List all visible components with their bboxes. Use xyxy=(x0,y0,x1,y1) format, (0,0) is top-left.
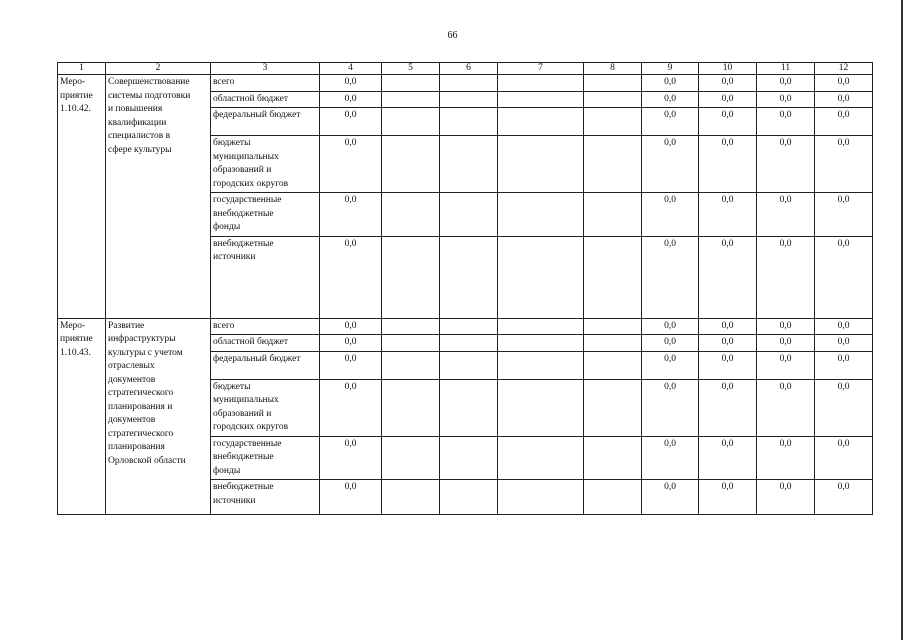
empty-cell-col-5 xyxy=(382,379,440,436)
value-cell-col-9: 0,0 xyxy=(642,379,699,436)
value-cell-col-10: 0,0 xyxy=(699,379,757,436)
empty-cell-col-5 xyxy=(382,136,440,193)
empty-cell-col-5 xyxy=(382,108,440,136)
scan-edge-line xyxy=(901,0,903,640)
funding-source-line: источники xyxy=(213,495,256,506)
funding-source-line: внебюджетные xyxy=(213,482,274,492)
value-cell-col-9: 0,0 xyxy=(642,108,699,136)
empty-cell-col-7 xyxy=(498,91,584,108)
column-header: 6 xyxy=(440,63,498,75)
empty-cell-col-7 xyxy=(498,136,584,193)
funding-source-cell xyxy=(211,91,320,108)
value-cell-col-4: 0,0 xyxy=(320,335,382,352)
empty-cell-col-6 xyxy=(440,379,498,436)
empty-cell-col-5 xyxy=(382,91,440,108)
empty-cell-col-5 xyxy=(382,351,440,379)
empty-cell-col-5 xyxy=(382,236,440,318)
empty-cell-col-8 xyxy=(584,108,642,136)
measure-title-line: планирования и xyxy=(108,401,173,412)
value-cell-col-11: 0,0 xyxy=(757,91,815,108)
value-cell-col-10: 0,0 xyxy=(699,91,757,108)
funding-source-line: образований и xyxy=(213,408,272,419)
empty-cell-col-6 xyxy=(440,480,498,515)
value-cell-col-4: 0,0 xyxy=(320,236,382,318)
funding-source-line: областной бюджет xyxy=(213,93,289,104)
value-cell-col-10: 0,0 xyxy=(699,335,757,352)
empty-cell-col-6 xyxy=(440,335,498,352)
value-cell-col-12: 0,0 xyxy=(815,318,873,335)
value-cell-col-11: 0,0 xyxy=(757,379,815,436)
measure-title-line: стратегического xyxy=(108,388,174,398)
column-header: 12 xyxy=(815,63,873,75)
funding-source-line: государственные xyxy=(213,438,282,449)
funding-source-line: государственные xyxy=(213,195,282,205)
empty-cell-col-7 xyxy=(498,108,584,136)
measure-code-line: Меро- xyxy=(60,77,86,87)
measure-title-line: культуры с учетом xyxy=(108,347,183,358)
empty-cell-col-5 xyxy=(382,480,440,515)
value-cell-col-12: 0,0 xyxy=(815,335,873,352)
empty-cell-col-7 xyxy=(498,351,584,379)
column-header: 4 xyxy=(320,63,382,75)
measure-title-line: Совершенствование xyxy=(108,77,190,87)
column-header: 2 xyxy=(106,63,211,75)
funding-source-line: муниципальных xyxy=(213,151,279,162)
page-number: 66 xyxy=(447,30,458,41)
measure-title-line: планирования xyxy=(108,442,165,452)
empty-cell-col-8 xyxy=(584,318,642,335)
funding-source-cell xyxy=(211,108,320,136)
funding-source-line: образований и xyxy=(213,165,272,175)
funding-source-cell xyxy=(211,136,320,193)
empty-cell-col-8 xyxy=(584,136,642,193)
funding-source-cell xyxy=(211,335,320,352)
value-cell-col-11: 0,0 xyxy=(757,318,815,335)
funding-source-line: областной бюджет xyxy=(213,337,289,347)
value-cell-col-9: 0,0 xyxy=(642,480,699,515)
measure-code-cell xyxy=(58,318,106,515)
funding-source-line: городских округов xyxy=(213,178,289,189)
value-cell-col-9: 0,0 xyxy=(642,436,699,480)
funding-source-line: федеральный бюджет xyxy=(213,110,301,120)
funding-source-cell xyxy=(211,75,320,92)
value-cell-col-4: 0,0 xyxy=(320,91,382,108)
value-cell-col-4: 0,0 xyxy=(320,108,382,136)
funding-table xyxy=(57,62,873,515)
value-cell-col-9: 0,0 xyxy=(642,91,699,108)
measure-title-line: стратегического xyxy=(108,428,174,439)
value-cell-col-10: 0,0 xyxy=(699,318,757,335)
funding-source-line: всего xyxy=(213,77,235,87)
value-cell-col-4: 0,0 xyxy=(320,480,382,515)
funding-source-line: муниципальных xyxy=(213,395,279,405)
empty-cell-col-8 xyxy=(584,193,642,237)
empty-cell-col-7 xyxy=(498,436,584,480)
value-cell-col-4: 0,0 xyxy=(320,75,382,92)
measure-title-line: сфере культуры xyxy=(108,144,172,155)
value-cell-col-12: 0,0 xyxy=(815,193,873,237)
column-header: 10 xyxy=(699,63,757,75)
empty-cell-col-7 xyxy=(498,193,584,237)
value-cell-col-10: 0,0 xyxy=(699,351,757,379)
empty-cell-col-6 xyxy=(440,318,498,335)
header-row xyxy=(58,63,873,75)
empty-cell-col-8 xyxy=(584,91,642,108)
value-cell-col-10: 0,0 xyxy=(699,236,757,318)
value-cell-col-4: 0,0 xyxy=(320,436,382,480)
funding-source-line: внебюджетные xyxy=(213,208,274,219)
value-cell-col-12: 0,0 xyxy=(815,91,873,108)
empty-cell-col-7 xyxy=(498,379,584,436)
funding-source-line: бюджеты xyxy=(213,138,251,148)
value-cell-col-11: 0,0 xyxy=(757,436,815,480)
value-cell-col-10: 0,0 xyxy=(699,480,757,515)
measure-title-cell xyxy=(106,75,211,319)
column-header: 3 xyxy=(211,63,320,75)
funding-source-line: федеральный бюджет xyxy=(213,353,301,364)
funding-source-line: фонды xyxy=(213,222,241,232)
value-cell-col-12: 0,0 xyxy=(815,436,873,480)
funding-source-cell xyxy=(211,351,320,379)
column-header: 9 xyxy=(642,63,699,75)
value-cell-col-10: 0,0 xyxy=(699,108,757,136)
funding-source-cell xyxy=(211,236,320,318)
column-header: 1 xyxy=(58,63,106,75)
value-cell-col-12: 0,0 xyxy=(815,379,873,436)
measure-title-line: Орловской области xyxy=(108,455,186,466)
value-cell-col-10: 0,0 xyxy=(699,193,757,237)
empty-cell-col-8 xyxy=(584,236,642,318)
funding-source-cell xyxy=(211,193,320,237)
empty-cell-col-8 xyxy=(584,75,642,92)
funding-source-cell xyxy=(211,480,320,515)
value-cell-col-4: 0,0 xyxy=(320,193,382,237)
value-cell-col-4: 0,0 xyxy=(320,136,382,193)
measure-title-line: специалистов в xyxy=(108,131,171,141)
measure-code-line: 1.10.42. xyxy=(60,104,91,114)
value-cell-col-10: 0,0 xyxy=(699,136,757,193)
measure-title-line: квалификации xyxy=(108,117,167,128)
value-cell-col-12: 0,0 xyxy=(815,108,873,136)
value-cell-col-4: 0,0 xyxy=(320,318,382,335)
column-header: 11 xyxy=(757,63,815,75)
empty-cell-col-5 xyxy=(382,436,440,480)
empty-cell-col-7 xyxy=(498,236,584,318)
measure-code-cell xyxy=(58,75,106,319)
measure-title-line: Развитие xyxy=(108,320,145,331)
value-cell-col-12: 0,0 xyxy=(815,136,873,193)
table-row xyxy=(58,318,873,335)
value-cell-col-10: 0,0 xyxy=(699,436,757,480)
value-cell-col-11: 0,0 xyxy=(757,351,815,379)
column-header: 8 xyxy=(584,63,642,75)
value-cell-col-9: 0,0 xyxy=(642,136,699,193)
empty-cell-col-7 xyxy=(498,318,584,335)
empty-cell-col-8 xyxy=(584,480,642,515)
empty-cell-col-7 xyxy=(498,75,584,92)
value-cell-col-11: 0,0 xyxy=(757,335,815,352)
funding-source-line: внебюджетные xyxy=(213,238,274,249)
value-cell-col-11: 0,0 xyxy=(757,75,815,92)
empty-cell-col-6 xyxy=(440,108,498,136)
measure-title-cell xyxy=(106,318,211,515)
value-cell-col-12: 0,0 xyxy=(815,236,873,318)
value-cell-col-4: 0,0 xyxy=(320,379,382,436)
value-cell-col-11: 0,0 xyxy=(757,480,815,515)
measure-title-line: и повышения xyxy=(108,104,163,114)
empty-cell-col-6 xyxy=(440,75,498,92)
value-cell-col-9: 0,0 xyxy=(642,75,699,92)
funding-source-line: городских округов xyxy=(213,422,289,432)
empty-cell-col-8 xyxy=(584,436,642,480)
value-cell-col-11: 0,0 xyxy=(757,108,815,136)
funding-source-cell xyxy=(211,318,320,335)
value-cell-col-12: 0,0 xyxy=(815,75,873,92)
funding-source-cell xyxy=(211,379,320,436)
value-cell-col-4: 0,0 xyxy=(320,351,382,379)
funding-source-line: фонды xyxy=(213,465,241,476)
value-cell-col-11: 0,0 xyxy=(757,136,815,193)
empty-cell-col-6 xyxy=(440,236,498,318)
empty-cell-col-8 xyxy=(584,379,642,436)
empty-cell-col-5 xyxy=(382,335,440,352)
empty-cell-col-7 xyxy=(498,480,584,515)
measure-title-line: инфраструктуры xyxy=(108,334,176,344)
measure-title-line: документов xyxy=(108,374,156,385)
empty-cell-col-8 xyxy=(584,351,642,379)
empty-cell-col-5 xyxy=(382,193,440,237)
empty-cell-col-8 xyxy=(584,335,642,352)
value-cell-col-11: 0,0 xyxy=(757,236,815,318)
funding-source-line: бюджеты xyxy=(213,381,251,392)
measure-title-line: системы подготовки xyxy=(108,90,191,101)
empty-cell-col-6 xyxy=(440,436,498,480)
table-row xyxy=(58,75,873,92)
funding-source-line: всего xyxy=(213,320,235,331)
empty-cell-col-5 xyxy=(382,318,440,335)
value-cell-col-9: 0,0 xyxy=(642,318,699,335)
measure-title-line: отраслевых xyxy=(108,361,155,371)
value-cell-col-12: 0,0 xyxy=(815,480,873,515)
empty-cell-col-6 xyxy=(440,91,498,108)
value-cell-col-9: 0,0 xyxy=(642,335,699,352)
value-cell-col-12: 0,0 xyxy=(815,351,873,379)
measure-code-line: 1.10.43. xyxy=(60,347,91,358)
value-cell-col-9: 0,0 xyxy=(642,351,699,379)
measure-code-line: приятие xyxy=(60,334,93,344)
value-cell-col-9: 0,0 xyxy=(642,236,699,318)
funding-source-cell xyxy=(211,436,320,480)
measure-code-line: приятие xyxy=(60,90,93,101)
column-header: 7 xyxy=(498,63,584,75)
empty-cell-col-6 xyxy=(440,136,498,193)
measure-title-line: документов xyxy=(108,415,156,425)
empty-cell-col-6 xyxy=(440,193,498,237)
value-cell-col-9: 0,0 xyxy=(642,193,699,237)
funding-source-line: внебюджетные xyxy=(213,452,274,462)
empty-cell-col-5 xyxy=(382,75,440,92)
value-cell-col-10: 0,0 xyxy=(699,75,757,92)
funding-source-line: источники xyxy=(213,252,256,262)
measure-code-line: Меро- xyxy=(60,320,86,331)
value-cell-col-11: 0,0 xyxy=(757,193,815,237)
empty-cell-col-7 xyxy=(498,335,584,352)
column-header: 5 xyxy=(382,63,440,75)
empty-cell-col-6 xyxy=(440,351,498,379)
